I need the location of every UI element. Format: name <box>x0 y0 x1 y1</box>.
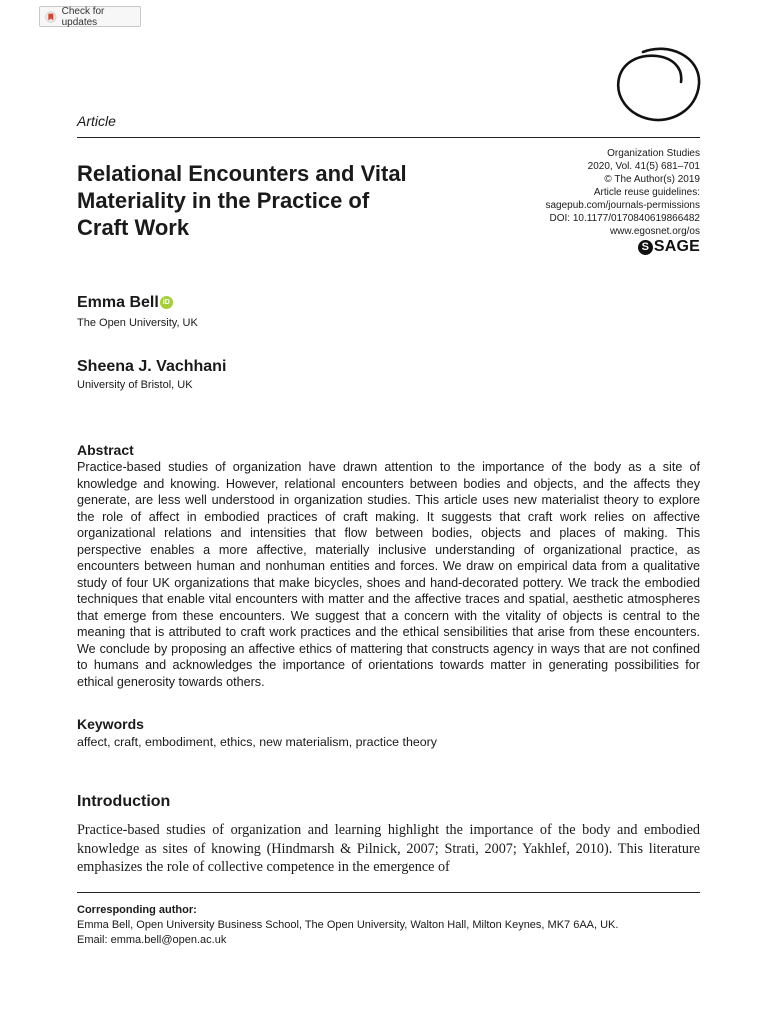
orcid-icon[interactable]: iD <box>160 296 173 309</box>
author-name: Sheena J. Vachhani <box>77 358 227 375</box>
abstract-heading: Abstract <box>77 442 134 458</box>
journal-volume: 2020, Vol. 41(5) 681–701 <box>587 161 700 172</box>
article-title <box>77 160 497 241</box>
doi[interactable]: DOI: 10.1177/0170840619866482 <box>549 213 700 224</box>
sage-mark-icon: S <box>638 240 653 255</box>
corresponding-author-heading: Corresponding author: <box>77 904 197 916</box>
journal-meta <box>440 147 700 238</box>
keywords-text: affect, craft, embodiment, ethics, new materialism, practice theory <box>77 735 437 749</box>
header-divider <box>77 137 700 138</box>
journal-name: Organization Studies <box>607 148 700 159</box>
author-block <box>77 294 173 312</box>
corresponding-author-email[interactable]: Email: emma.bell@open.ac.uk <box>77 934 227 946</box>
permissions-link[interactable]: sagepub.com/journals-permissions <box>545 200 700 211</box>
journal-ring-logo <box>613 44 703 126</box>
sage-logo <box>638 238 700 256</box>
corresponding-author-address: Emma Bell, Open University Business School, The Open University, Walton Hall, Milton Keynes, MK7 6AA, UK. <box>77 919 619 931</box>
crossmark-icon <box>45 11 57 23</box>
author-affiliation: University of Bristol, UK <box>77 379 193 391</box>
check-for-updates-label: Check for updates <box>61 5 105 28</box>
footnote-divider <box>77 892 700 893</box>
title-line: Materiality in the Practice of <box>77 188 370 213</box>
introduction-text: Practice-based studies of organization and learning highlight the importance of the body and embodied knowledge as sites of knowing (Hindmarsh & Pilnick, 2007; Strati, 2007; Yakhlef, 2010). This literature emphasizes the role of collective competence in the emergence of <box>77 822 700 875</box>
title-line: Relational Encounters and Vital <box>77 161 407 186</box>
journal-site-link[interactable]: www.egosnet.org/os <box>609 226 700 237</box>
check-for-updates-button[interactable] <box>39 6 141 27</box>
article-type-label: Article <box>77 113 116 129</box>
author-affiliation: The Open University, UK <box>77 317 198 329</box>
copyright: © The Author(s) 2019 <box>604 174 700 185</box>
keywords-heading: Keywords <box>77 716 144 732</box>
abstract-text: Practice-based studies of organization have drawn attention to the importance of the body as a site of knowledge and knowing. However, relational encounters between bodies and objects, and the affects they generate, are less well understood in organization studies. This article uses new materialist theory to explore the role of affect in embodied practices of craft making. It suggests that craft work relies on affective organizational relations and intensities that flow between bodies, objects and places of making. This perspective enables a more affective, materially inclusive understanding of organizational practice, as encounters between human and nonhuman entities and forces. We draw on empirical data from a qualitative study of four UK organizations that make bicycles, shoes and hand-decorated pottery. We track the embodied techniques that enable vital encounters with matter and the affective traces and spatial, aesthetic atmospheres that emerge from these encounters. We suggest that a concern with the vitality of objects is central to the meaning that is attributed to craft work practices and the ethical sensibilities that arise from these encounters. We conclude by proposing an affective ethics of mattering that constructs agency in ways that are not confined to humans and acknowledges the importance of orientations towards matter in generating possibilities for ethical generosity towards others. <box>77 460 700 689</box>
author-name: Emma Bell <box>77 294 159 311</box>
introduction-heading: Introduction <box>77 793 171 810</box>
sage-wordmark: SAGE <box>653 238 700 255</box>
reuse-guidelines: Article reuse guidelines: <box>593 187 700 198</box>
title-line: Craft Work <box>77 215 190 240</box>
